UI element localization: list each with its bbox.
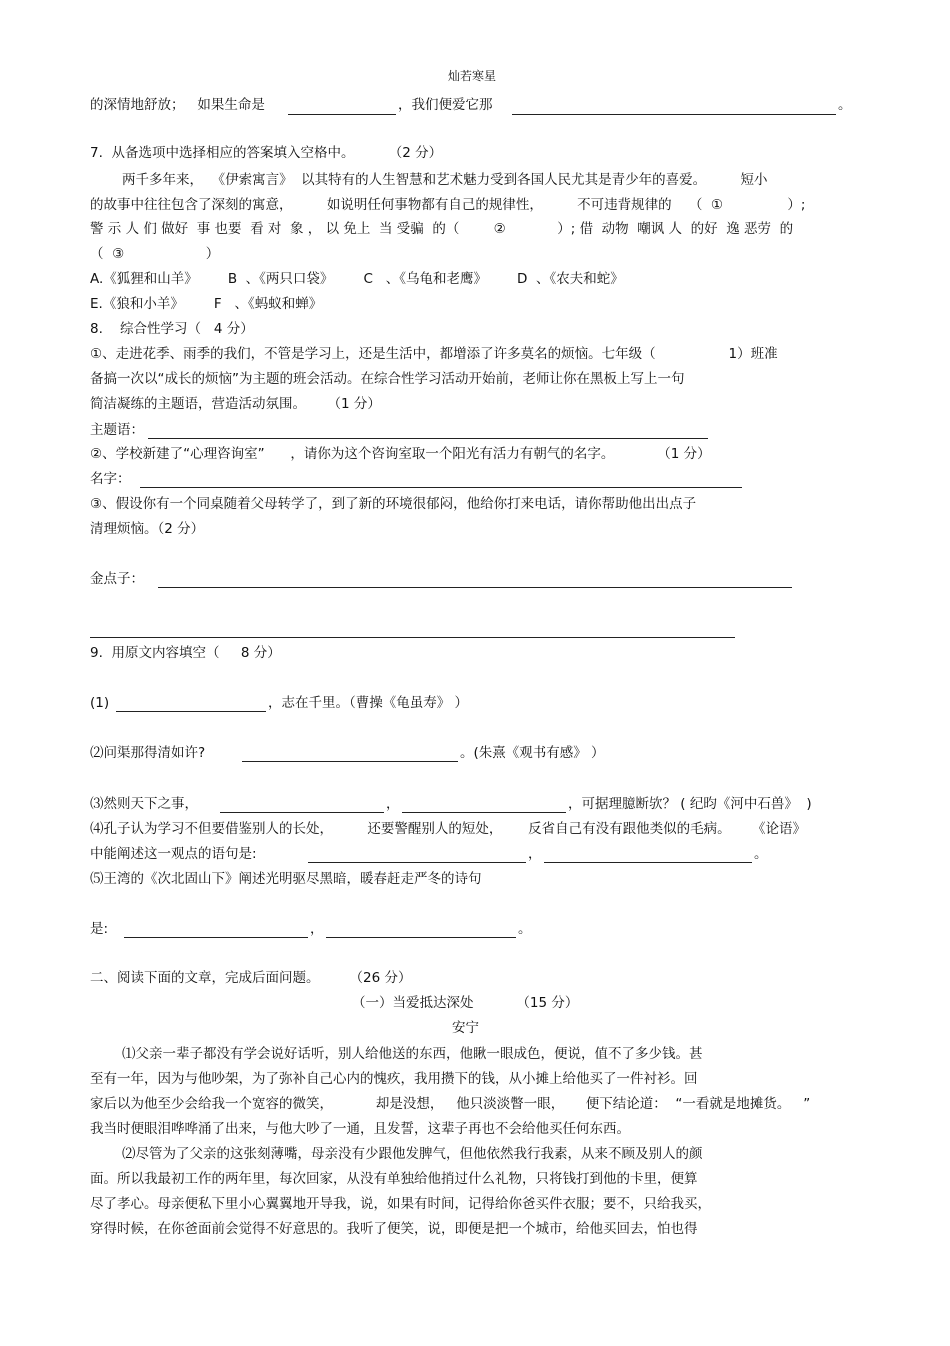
options-line: A.《狐狸和山羊》 B 、《两只口袋》 C 、《乌龟和老鹰》 D 、《农夫和蛇》 [90, 271, 624, 287]
page-header-title: 灿若寒星 [448, 69, 497, 83]
text-line: 。 [838, 97, 852, 113]
text-line: ，可据理臆断欤？ ( 纪昀《河中石兽》 ) [568, 796, 812, 812]
text-line: 中能阐述这一观点的语句是: [90, 846, 257, 862]
blank-line [402, 812, 566, 813]
text-line: 的深情地舒放； 如果生命是 [90, 97, 265, 113]
text-line: 名字： [90, 471, 131, 487]
question-title: 7. 从备选项中选择相应的答案填入空格中。 （2 分） [90, 145, 443, 161]
text-line: （ ③ ） [90, 246, 220, 262]
blank-line [308, 862, 526, 863]
section-title: 二、阅读下面的文章，完成后面问题。 （26 分） [90, 970, 412, 986]
blank-line [116, 711, 266, 712]
blank-line [124, 937, 308, 938]
blank-line [148, 438, 708, 439]
options-line: E.《狼和小羊》 F 、《蚂蚁和蝉》 [90, 296, 323, 312]
text-line: ⑸王湾的《次北固山下》阐述光明驱尽黑暗，暖春赶走严冬的诗句 [90, 871, 482, 887]
text-line: 金点子： [90, 571, 144, 587]
blank-line [544, 862, 752, 863]
text-line: 主题语： [90, 422, 144, 438]
text-line: ，志在千里。（曹操《龟虽寿》 ） [268, 695, 469, 711]
paragraph-line: 至有一年，因为与他吵架，为了弥补自己心内的愧疚，我用攒下的钱，从小摊上给他买了一件衬衫。回 [90, 1071, 698, 1087]
paragraph-line: 尽了孝心。母亲便私下里小心翼翼地开导我，说，如果有时间，记得给你爸买件衣服；要不，只给我买， [90, 1196, 711, 1212]
text-line: ⑶然则天下之事， [90, 796, 198, 812]
text-line: ⑵问渠那得清如许? [90, 745, 206, 761]
text-line: 简洁凝练的主题语，营造活动氛围。 （1 分） [90, 396, 381, 412]
paragraph-line: 面。所以我最初工作的两年里，每次回家，从没有单独给他捎过什么礼物，只将钱打到他的卡里，便算 [90, 1171, 698, 1187]
blank-line [158, 587, 792, 588]
paragraph-line: ⑵尽管为了父亲的这张刻薄嘴，母亲没有少跟他发脾气，但他依然我行我素，从来不顾及别人的颜 [122, 1146, 703, 1162]
blank-line [288, 114, 396, 115]
question-title: 8. 综合性学习（ 4 分） [90, 321, 254, 337]
text-line: ③、假设你有一个同桌随着父母转学了，到了新的环境很郁闷，他给你打来电话，请你帮助他出出点子 [90, 496, 697, 512]
paragraph-line: 穿得时候，在你爸面前会觉得不好意思的。我听了便笑，说，即便是把一个城市，给他买回去，怕也得 [90, 1221, 698, 1237]
blank-line [90, 637, 735, 638]
text-line: 警 示 人 们 做好 事 也要 看 对 象 ， 以 免上 当 受骗 的（ ② ）; 借 动物 嘲讽 人 的好 逸 恶劳 的 [90, 221, 794, 237]
text-line: 两千多年来， 《伊索寓言》 以其特有的人生智慧和艺术魅力受到各国人民尤其是青少年的喜爱。 短小 [122, 172, 768, 188]
text-line: 是: [90, 921, 109, 937]
text-line: 的故事中往往包含了深刻的寓意， 如说明任何事物都有自己的规律性， 不可违背规律的 （ ① ）; [90, 197, 806, 213]
text-line: 。(朱熹《观书有感》 ） [460, 745, 605, 761]
text-line: ， [310, 921, 324, 937]
paragraph-line: 家后以为他至少会给我一个宽容的微笑， 却是没想， 他只淡淡瞥一眼， 便下结论道： “一看就是地摊货。 ” [90, 1096, 811, 1112]
text-line: 。 [754, 846, 768, 862]
article-title: （一）当爱抵达深处 （15 分） [352, 995, 579, 1011]
paragraph-line: ⑴父亲一辈子都没有学会说好话听，别人给他送的东西，他瞅一眼成色，便说，值不了多少钱。甚 [122, 1046, 703, 1062]
text-line: ②、学校新建了“心理咨询室” ，请你为这个咨询室取一个阳光有活力有朝气的名字。 （1 分） [90, 446, 711, 462]
blank-line [242, 761, 458, 762]
question-title: 9. 用原文内容填空（ 8 分） [90, 645, 281, 661]
paragraph-line: 我当时便眼泪哗哗涌了出来，与他大吵了一通，且发誓，这辈子再也不会给他买任何东西。 [90, 1121, 630, 1137]
blank-line [326, 937, 516, 938]
text-line: ， [386, 796, 400, 812]
text-line: ①、走进花季、雨季的我们，不管是学习上，还是生活中，都增添了许多莫名的烦恼。七年级（ 1）班准 [90, 346, 778, 362]
text-line: 备搞一次以“成长的烦恼”为主题的班会活动。在综合性学习活动开始前，老师让你在黑板上写上一句 [90, 371, 685, 387]
article-author: 安宁 [452, 1020, 479, 1036]
text-line: 清理烦恼。（2 分） [90, 521, 205, 537]
text-line: 。 [518, 921, 532, 937]
blank-line [140, 487, 742, 488]
blank-line [220, 812, 384, 813]
text-line: ⑷孔子认为学习不但要借鉴别人的长处， 还要警醒别人的短处， 反省自己有没有跟他类似的毛病。 《论语》 [90, 821, 807, 837]
text-line: ， [528, 846, 542, 862]
text-line: ，我们便爱它那 [398, 97, 493, 113]
blank-line [512, 114, 836, 115]
text-line: (1) [90, 695, 110, 711]
